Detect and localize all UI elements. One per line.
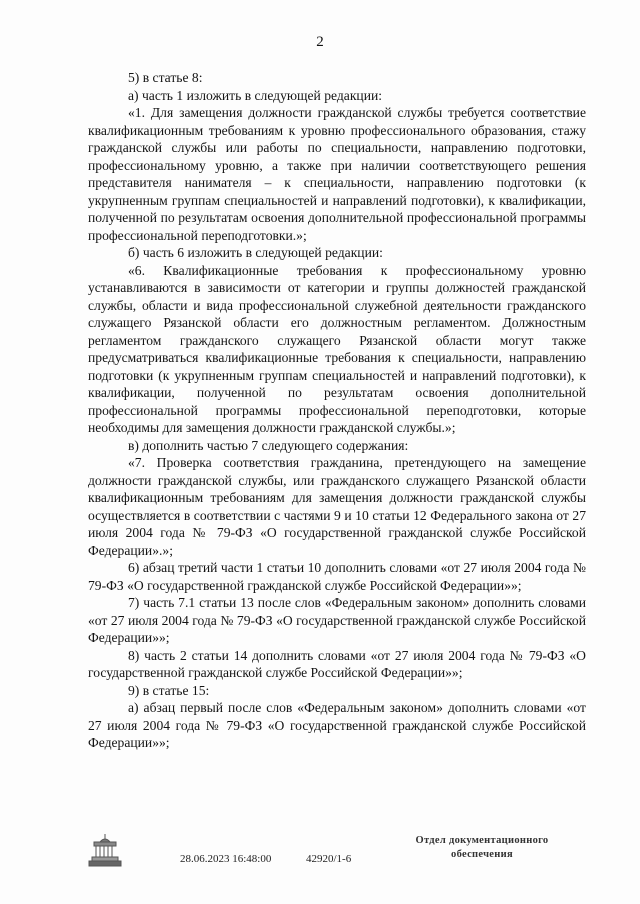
footer-department — [392, 834, 572, 862]
paragraph: а) абзац первый после слов «Федеральным законом» дополнить словами «от 27 июля 2004 года № 79-ФЗ «О государственной гражданской службе Российской Федерации»»; — [88, 700, 586, 750]
paragraph: в) дополнить частью 7 следующего содержания: — [128, 437, 409, 453]
paragraph: 9) в статье 15: — [128, 682, 210, 698]
paragraph: 8) часть 2 статьи 14 дополнить словами «от 27 июля 2004 года № 79-ФЗ «О государственной гражданской службе Российской Федерации»»; — [88, 647, 586, 680]
page-number: 2 — [316, 34, 324, 50]
paragraph: б) часть 6 изложить в следующей редакции: — [128, 245, 383, 260]
footer-doc-number: 42920/1-6 — [306, 853, 352, 865]
footer-date: 28.06.2023 16:48:00 — [180, 853, 272, 865]
paragraph: 7) часть 7.1 статьи 13 после слов «Федеральным законом» дополнить словами «от 27 июля 2004 года № 79-ФЗ «О государственной гражданской службе Российской Федерации»»; — [88, 595, 586, 645]
document-body — [88, 69, 586, 752]
paragraph: «6. Квалификационные требования к профессиональному уровню устанавливаются в зависимости от категории и группы должностей гражданской службы, области и вида профессиональной служебной деятельности гражданского служащего Рязанской области его должностным регламентом. Должностным регламентом гражданского служащего Рязанской области могут также предусматриваться квалификационные требования к специальности, направлению подготовки (к укрупненным группам специальностей и направлений подготовки), к квалификации, полученной по результатам освоения дополнительной профессиональной программы профессиональной переподготовки, которые необходимы для замещения должности гражданской службы.»; — [88, 262, 586, 435]
paragraph: 5) в статье 8: — [128, 70, 203, 85]
duma-emblem-icon — [86, 830, 124, 870]
paragraph: 6) абзац третий части 1 статьи 10 дополнить словами «от 27 июля 2004 года № 79-ФЗ «О государственной гражданской службе Российской Федерации»»; — [88, 560, 586, 593]
paragraph: а) часть 1 изложить в следующей редакции: — [128, 87, 383, 103]
footer-department-line1: Отдел документационного — [415, 835, 549, 846]
paragraph: «7. Проверка соответствия гражданина, претендующего на замещение должности гражданской службы, или гражданского служащего Рязанской области квалификационным требованиям для замещения должности гражданской службы осуществляется в соответствии с частями 9 и 10 статьи 12 Федерального закона от 27 июля 2004 года № 79-ФЗ «О государственной гражданской службе Российской Федерации».»; — [88, 455, 586, 558]
footer-department-line2: обеспечения — [451, 849, 513, 860]
paragraph: «1. Для замещения должности гражданской службы требуется соответствие квалификационным требованиям к уровню профессионального образования, стажу гражданской службы или работы по специальности, направлению подготовки, профессиональному уровню, а также при наличии соответствующего решения представителя нанимателя – к специальности, направлению подготовки (к укрупненным группам специальностей и направлений подготовки), к квалификации, полученной по результатам освоения дополнительной профессиональной программы профессиональной переподготовки.»; — [88, 105, 586, 243]
